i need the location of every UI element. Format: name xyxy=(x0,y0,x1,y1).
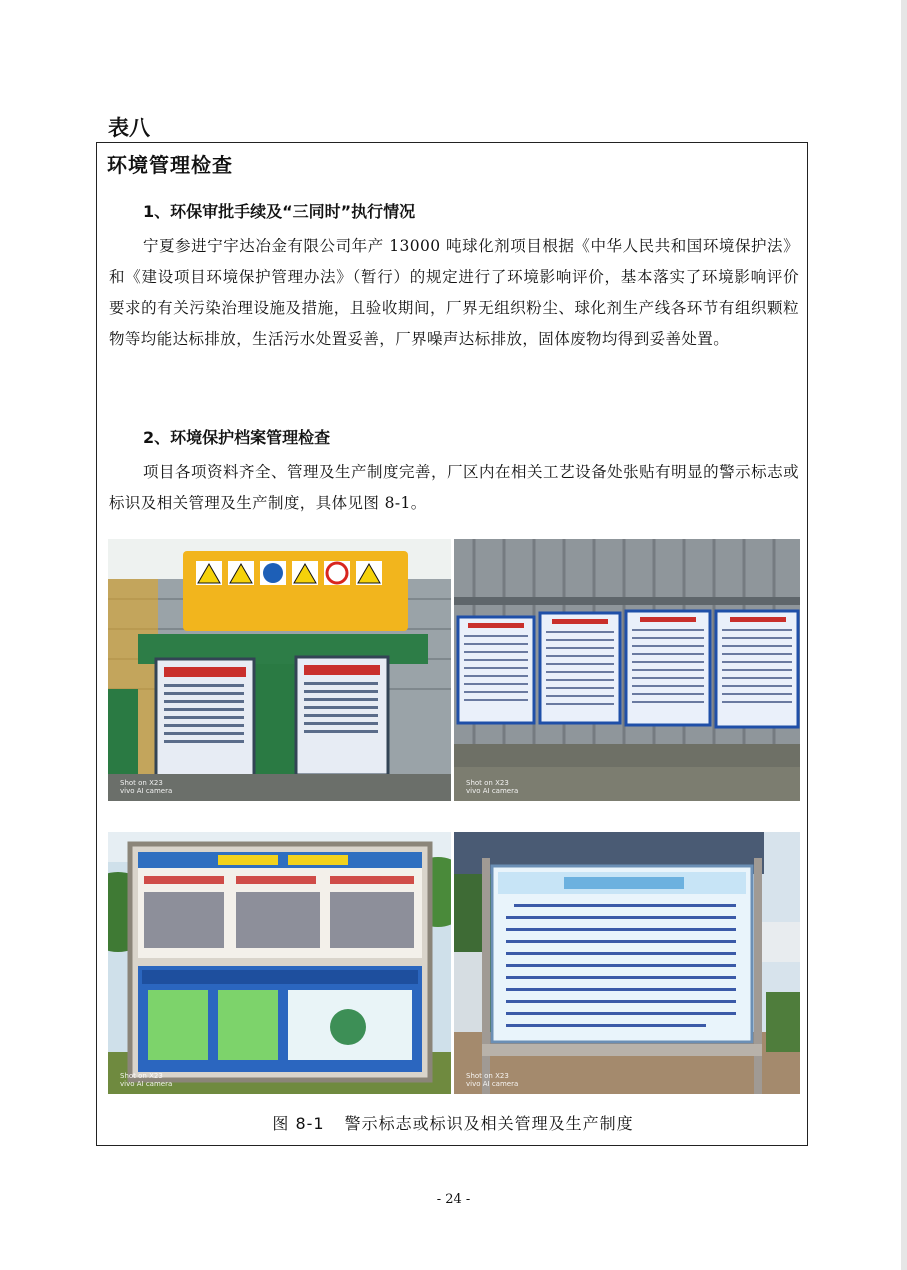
paragraph-1: 宁夏参进宁宇达冶金有限公司年产 13000 吨球化剂项目根据《中华人民共和国环境保护法》和《建设项目环境保护管理办法》（暂行）的规定进行了环境影响评价，基本落实了环境影响评价要求的有关污染治理设施及措施，且验收期间，厂界无组织粉尘、球化剂生产线各环节有组织颗粒物等均能达标排放，生活污水处置妥善，厂界噪声达标排放，固体废物均得到妥善处置。 xyxy=(109,237,799,348)
photo-watermark: Shot on X23 vivo AI camera xyxy=(120,779,173,795)
photo-vehicle-regulation-sign xyxy=(454,832,800,1094)
subsection-heading-1: 1、环保审批手续及“三同时”执行情况 xyxy=(143,202,416,221)
page-edge-shadow xyxy=(901,0,907,1270)
photo-warning-signs-machine-image xyxy=(108,539,451,801)
paragraph-2: 项目各项资料齐全、管理及生产制度完善，厂区内在相关工艺设备处张贴有明显的警示标志或标识及相关管理及生产制度，具体见图 8-1。 xyxy=(109,463,799,512)
figure-caption xyxy=(97,1111,809,1134)
photo-warning-signs-machine xyxy=(108,539,451,801)
table-label: 表八 xyxy=(108,116,150,140)
figure-caption-number: 图 8-1 xyxy=(272,1114,325,1133)
figure-photo-grid xyxy=(108,539,800,1095)
photo-watermark: Shot on X23 vivo AI camera xyxy=(466,1072,519,1088)
photo-outdoor-bulletin-board-image xyxy=(108,832,451,1094)
subsection-heading-2: 2、环境保护档案管理检查 xyxy=(143,428,331,447)
section-title: 环境管理检查 xyxy=(107,153,233,177)
photo-vehicle-regulation-sign-image xyxy=(454,832,800,1094)
figure-caption-text: 警示标志或标识及相关管理及生产制度 xyxy=(344,1114,634,1133)
photo-wall-regulation-boards xyxy=(454,539,800,801)
photo-outdoor-bulletin-board xyxy=(108,832,451,1094)
page-number: - 24 - xyxy=(436,1192,471,1207)
photo-watermark: Shot on X23 vivo AI camera xyxy=(120,1072,173,1088)
photo-wall-regulation-boards-image xyxy=(454,539,800,801)
content-frame xyxy=(96,142,808,1146)
photo-watermark: Shot on X23 vivo AI camera xyxy=(466,779,519,795)
